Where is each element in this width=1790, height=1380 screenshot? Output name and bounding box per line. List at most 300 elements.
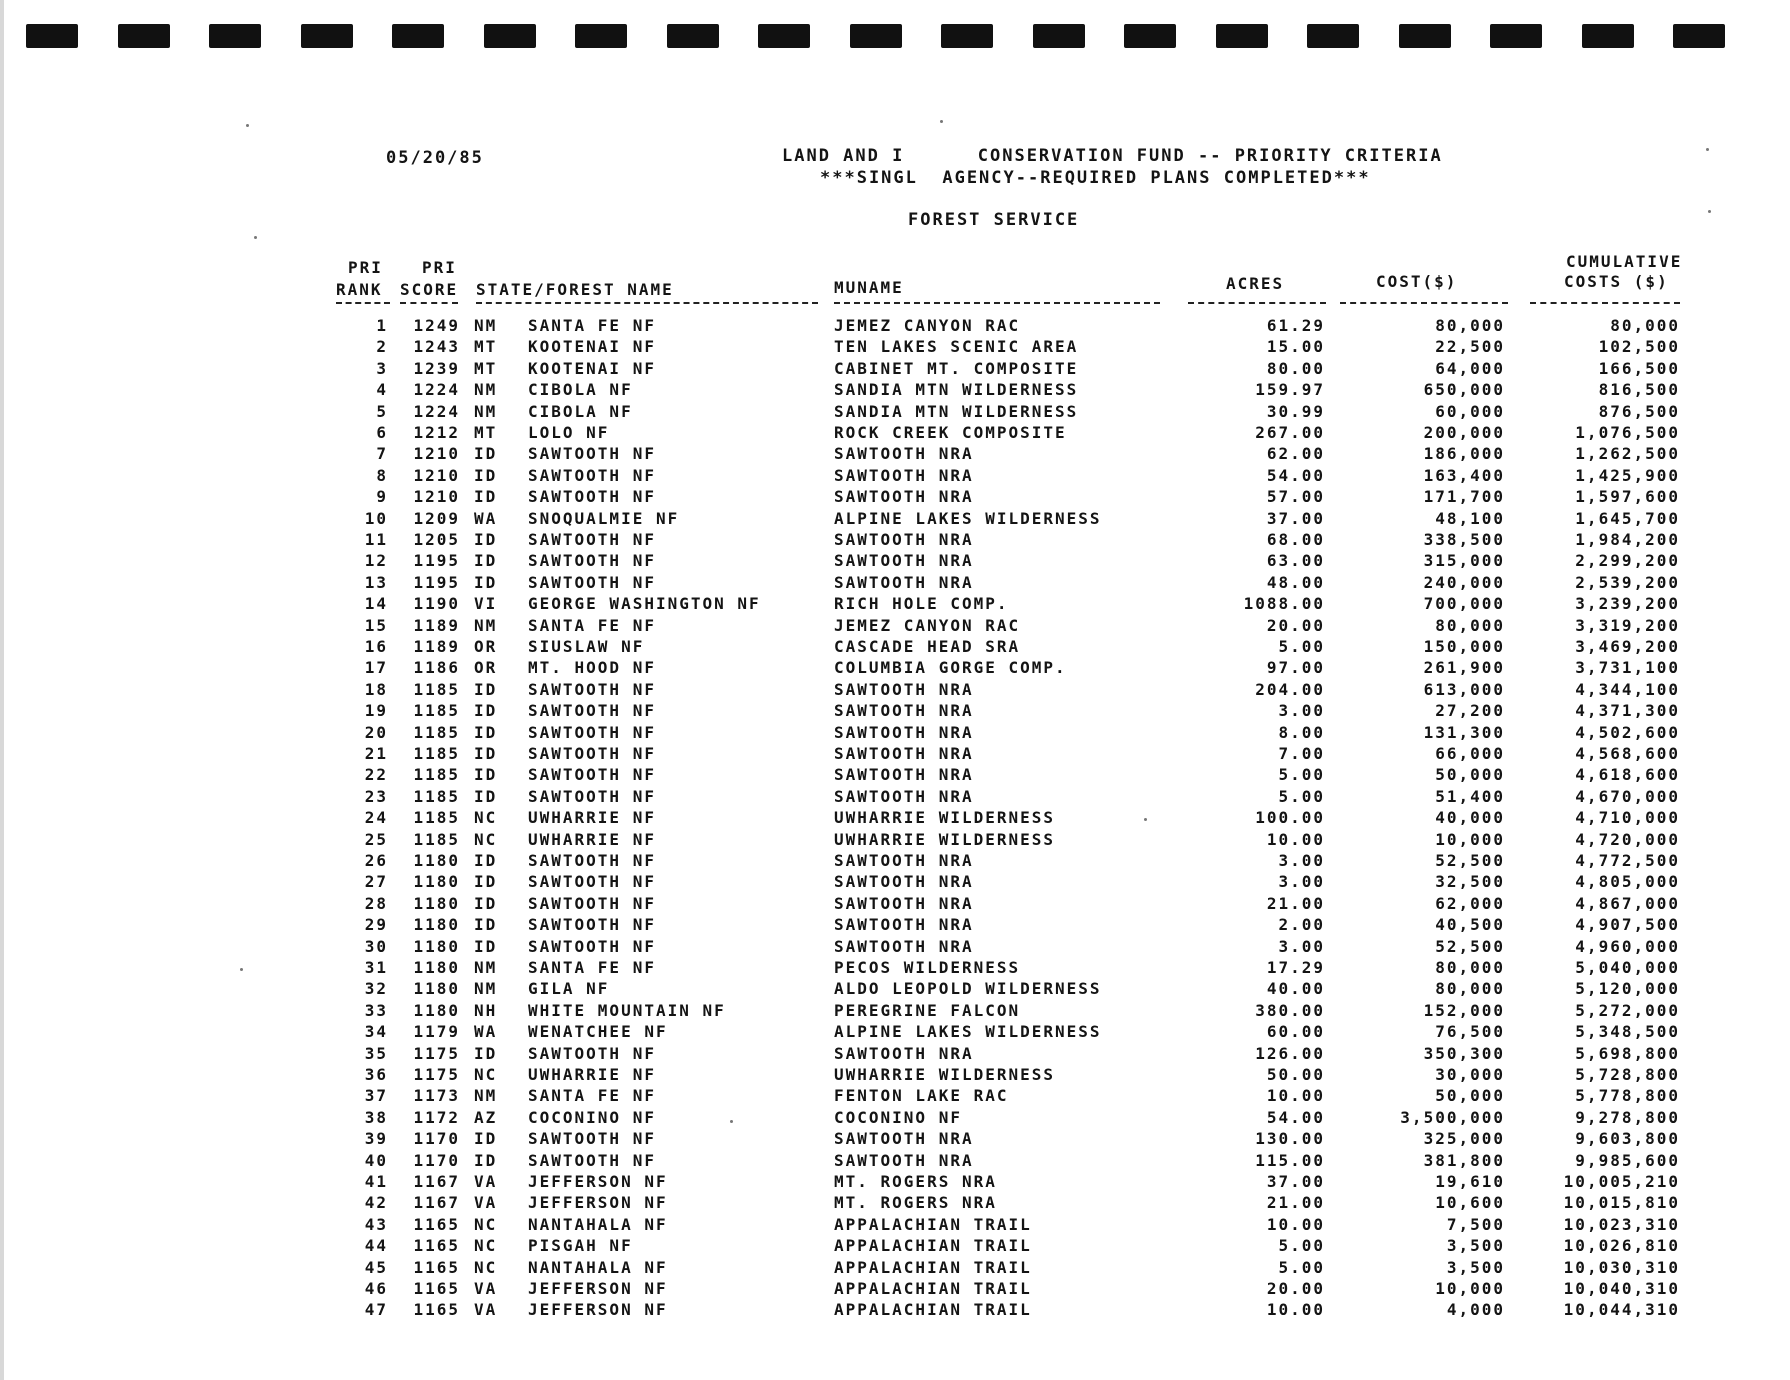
acres-cell: 5.00 [1278,786,1325,806]
rank-cell: 41 [364,1172,388,1191]
rule-cumulative [1530,302,1680,304]
table-row [0,787,1790,808]
cost-cell: 4,000 [1446,1300,1505,1320]
rank-cell: 17 [364,658,388,678]
score-cell: 1186 [413,658,460,678]
forest-name-cell: COCONINO NF [528,1107,656,1127]
cost-cell: 40,000 [1435,808,1505,828]
acres-cell: 7.00 [1278,744,1325,763]
table-row [0,701,1790,722]
acres-cell: 100.00 [1255,808,1325,828]
rank-cell: 15 [364,615,388,635]
muname-cell: SAWTOOTH NRA [834,915,974,935]
score-cell: 1175 [413,1043,460,1063]
acres-cell: 20.00 [1266,1279,1325,1298]
score-cell: 1172 [413,1107,460,1127]
col-score-header: SCORE [400,280,459,299]
cumulative-cost-cell: 9,985,600 [1575,1150,1680,1170]
col-rank-header-top: PRI [348,258,383,277]
rank-cell: 23 [364,786,388,806]
forest-name-cell: WENATCHEE NF [528,1022,668,1042]
table-row [0,573,1790,594]
rank-cell: 1 [376,316,388,335]
score-cell: 1180 [413,872,460,892]
state-cell: ID [474,936,498,956]
rank-cell: 43 [364,1214,388,1234]
forest-name-cell: CIBOLA NF [528,380,633,400]
muname-cell: SAWTOOTH NRA [834,701,974,721]
forest-name-cell: SAWTOOTH NF [528,444,656,464]
col-muname-header: MUNAME [834,278,904,297]
acres-cell: 3.00 [1278,936,1325,956]
muname-cell: SAWTOOTH NRA [834,893,974,913]
muname-cell: SAWTOOTH NRA [834,872,974,892]
cost-cell: 60,000 [1435,401,1505,421]
forest-name-cell: GILA NF [528,979,610,999]
col-acres-header: ACRES [1226,274,1285,293]
cost-cell: 186,000 [1423,444,1505,464]
score-cell: 1195 [413,572,460,592]
table-row [0,765,1790,786]
state-cell: NC [474,1236,498,1256]
cumulative-cost-cell: 1,984,200 [1575,530,1680,549]
state-cell: MT [474,423,498,442]
cumulative-cost-cell: 4,710,000 [1575,808,1680,828]
muname-cell: MT. ROGERS NRA [834,1193,997,1213]
table-row [0,680,1790,701]
forest-name-cell: SAWTOOTH NF [528,701,656,721]
table-row [0,872,1790,893]
rank-cell: 46 [364,1279,388,1298]
rank-cell: 2 [376,337,388,357]
table-row [0,830,1790,851]
muname-cell: APPALACHIAN TRAIL [834,1214,1032,1234]
cost-cell: 3,500 [1446,1236,1505,1256]
table-row [0,723,1790,744]
acres-cell: 63.00 [1266,551,1325,571]
cost-cell: 30,000 [1435,1065,1505,1084]
state-cell: NM [474,615,498,635]
table-row [0,1108,1790,1129]
acres-cell: 5.00 [1278,637,1325,656]
cumulative-cost-cell: 816,500 [1598,380,1680,400]
state-cell: OR [474,637,498,656]
rank-cell: 24 [364,808,388,828]
cumulative-cost-cell: 5,698,800 [1575,1043,1680,1063]
feed-hole [941,24,993,48]
acres-cell: 40.00 [1266,979,1325,999]
table-row [0,1151,1790,1172]
table-row [0,744,1790,765]
feed-hole [1124,24,1176,48]
feed-hole [301,24,353,48]
score-cell: 1165 [413,1236,460,1256]
rank-cell: 38 [364,1107,388,1127]
acres-cell: 8.00 [1278,722,1325,742]
muname-cell: SAWTOOTH NRA [834,551,974,571]
rank-cell: 7 [376,444,388,464]
feed-hole [26,24,78,48]
forest-name-cell: SAWTOOTH NF [528,465,656,485]
cost-cell: 200,000 [1423,423,1505,442]
state-cell: OR [474,658,498,678]
feed-hole [850,24,902,48]
forest-name-cell: SAWTOOTH NF [528,872,656,892]
score-cell: 1224 [413,380,460,400]
table-row [0,1300,1790,1321]
cumulative-cost-cell: 10,023,310 [1563,1214,1680,1234]
table-row [0,637,1790,658]
muname-cell: SAWTOOTH NRA [834,786,974,806]
cost-cell: 10,000 [1435,829,1505,849]
forest-name-cell: SAWTOOTH NF [528,551,656,571]
score-cell: 1210 [413,487,460,507]
rank-cell: 10 [364,508,388,528]
rank-cell: 45 [364,1257,388,1277]
state-cell: ID [474,444,498,464]
table-row [0,530,1790,551]
state-cell: ID [474,915,498,935]
cost-cell: 40,500 [1435,915,1505,935]
state-cell: NC [474,808,498,828]
feed-hole [1490,24,1542,48]
acres-cell: 2.00 [1278,915,1325,935]
state-cell: NM [474,979,498,999]
cost-cell: 163,400 [1423,465,1505,485]
table-row [0,937,1790,958]
forest-name-cell: JEFFERSON NF [528,1279,668,1298]
muname-cell: SANDIA MTN WILDERNESS [834,401,1079,421]
score-cell: 1167 [413,1193,460,1213]
forest-name-cell: SIUSLAW NF [528,637,645,656]
cost-cell: 22,500 [1435,337,1505,357]
rank-cell: 8 [376,465,388,485]
rank-cell: 36 [364,1065,388,1084]
rank-cell: 11 [364,530,388,549]
cost-cell: 52,500 [1435,851,1505,870]
acres-cell: 5.00 [1278,1257,1325,1277]
acres-cell: 10.00 [1266,1214,1325,1234]
muname-cell: APPALACHIAN TRAIL [834,1257,1032,1277]
muname-cell: UWHARRIE WILDERNESS [834,1065,1056,1084]
table-row [0,894,1790,915]
rank-cell: 26 [364,851,388,870]
state-cell: VA [474,1193,498,1213]
scan-speck [940,120,943,123]
cumulative-cost-cell: 4,772,500 [1575,851,1680,870]
forest-name-cell: SAWTOOTH NF [528,679,656,699]
score-cell: 1180 [413,893,460,913]
state-cell: ID [474,1129,498,1149]
rank-cell: 42 [364,1193,388,1213]
cumulative-cost-cell: 10,044,310 [1563,1300,1680,1320]
cost-cell: 315,000 [1423,551,1505,571]
forest-name-cell: JEFFERSON NF [528,1172,668,1191]
muname-cell: APPALACHIAN TRAIL [834,1300,1032,1320]
cost-cell: 50,000 [1435,765,1505,785]
rank-cell: 34 [364,1022,388,1042]
muname-cell: JEMEZ CANYON RAC [834,615,1021,635]
state-cell: ID [474,572,498,592]
cost-cell: 131,300 [1423,722,1505,742]
forest-name-cell: SANTA FE NF [528,1086,656,1106]
feed-hole [392,24,444,48]
muname-cell: ROCK CREEK COMPOSITE [834,423,1067,442]
state-cell: NM [474,958,498,977]
score-cell: 1185 [413,701,460,721]
scan-speck [1708,210,1711,213]
muname-cell: SAWTOOTH NRA [834,722,974,742]
forest-name-cell: UWHARRIE NF [528,808,656,828]
score-cell: 1179 [413,1022,460,1042]
feed-hole [1673,24,1725,48]
cost-cell: 50,000 [1435,1086,1505,1106]
rank-cell: 9 [376,487,388,507]
table-row [0,316,1790,337]
state-cell: ID [474,465,498,485]
forest-name-cell: KOOTENAI NF [528,358,656,378]
score-cell: 1205 [413,530,460,549]
acres-cell: 60.00 [1266,1022,1325,1042]
muname-cell: PEREGRINE FALCON [834,1000,1021,1020]
score-cell: 1185 [413,679,460,699]
cost-cell: 10,000 [1435,1279,1505,1298]
cumulative-cost-cell: 4,867,000 [1575,893,1680,913]
acres-cell: 5.00 [1278,1236,1325,1256]
acres-cell: 57.00 [1266,487,1325,507]
state-cell: NM [474,380,498,400]
state-cell: ID [474,744,498,763]
rule-acres [1188,302,1326,304]
rule-score [400,302,458,304]
score-cell: 1185 [413,808,460,828]
forest-name-cell: MT. HOOD NF [528,658,656,678]
score-cell: 1165 [413,1300,460,1320]
rank-cell: 16 [364,637,388,656]
score-cell: 1165 [413,1279,460,1298]
state-cell: NC [474,1257,498,1277]
score-cell: 1175 [413,1065,460,1084]
forest-name-cell: SANTA FE NF [528,615,656,635]
cumulative-cost-cell: 5,728,800 [1575,1065,1680,1084]
forest-name-cell: SAWTOOTH NF [528,744,656,763]
score-cell: 1180 [413,915,460,935]
cumulative-cost-cell: 3,319,200 [1575,615,1680,635]
rank-cell: 3 [376,358,388,378]
table-row [0,1172,1790,1193]
state-cell: AZ [474,1107,498,1127]
table-row [0,1001,1790,1022]
rank-cell: 28 [364,893,388,913]
muname-cell: SAWTOOTH NRA [834,572,974,592]
acres-cell: 37.00 [1266,1172,1325,1191]
acres-cell: 10.00 [1266,1086,1325,1106]
state-cell: ID [474,851,498,870]
score-cell: 1180 [413,1000,460,1020]
score-cell: 1173 [413,1086,460,1106]
cost-cell: 27,200 [1435,701,1505,721]
forest-name-cell: NANTAHALA NF [528,1257,668,1277]
rank-cell: 30 [364,936,388,956]
state-cell: NC [474,829,498,849]
state-cell: NM [474,401,498,421]
muname-cell: SAWTOOTH NRA [834,765,974,785]
table-row [0,1022,1790,1043]
acres-cell: 3.00 [1278,851,1325,870]
muname-cell: MT. ROGERS NRA [834,1172,997,1191]
rank-cell: 39 [364,1129,388,1149]
muname-cell: SAWTOOTH NRA [834,530,974,549]
scan-speck [1706,148,1709,151]
rank-cell: 18 [364,679,388,699]
agency-name: FOREST SERVICE [908,210,1080,230]
acres-cell: 130.00 [1255,1129,1325,1149]
table-row [0,1215,1790,1236]
score-cell: 1167 [413,1172,460,1191]
acres-cell: 15.00 [1266,337,1325,357]
cumulative-cost-cell: 4,805,000 [1575,872,1680,892]
cost-cell: 700,000 [1423,594,1505,614]
forest-name-cell: SAWTOOTH NF [528,530,656,549]
state-cell: ID [474,1150,498,1170]
cumulative-cost-cell: 80,000 [1610,316,1680,335]
forest-name-cell: SAWTOOTH NF [528,1150,656,1170]
forest-name-cell: SAWTOOTH NF [528,765,656,785]
acres-cell: 97.00 [1266,658,1325,678]
cumulative-cost-cell: 166,500 [1598,358,1680,378]
state-cell: VI [474,594,498,614]
cost-cell: 350,300 [1423,1043,1505,1063]
muname-cell: SAWTOOTH NRA [834,444,974,464]
cumulative-cost-cell: 4,371,300 [1575,701,1680,721]
forest-name-cell: SNOQUALMIE NF [528,508,680,528]
score-cell: 1165 [413,1257,460,1277]
tractor-feed-strip [26,24,1766,50]
score-cell: 1185 [413,829,460,849]
cumulative-cost-cell: 2,299,200 [1575,551,1680,571]
score-cell: 1239 [413,358,460,378]
state-cell: ID [474,487,498,507]
rank-cell: 12 [364,551,388,571]
report-subtitle: ***SINGL AGENCY--REQUIRED PLANS COMPLETED*** [820,168,1371,188]
cumulative-cost-cell: 1,425,900 [1575,465,1680,485]
acres-cell: 68.00 [1266,530,1325,549]
acres-cell: 17.29 [1266,958,1325,977]
forest-name-cell: SAWTOOTH NF [528,1043,656,1063]
score-cell: 1170 [413,1150,460,1170]
state-cell: WA [474,1022,498,1042]
state-cell: VA [474,1300,498,1320]
rank-cell: 25 [364,829,388,849]
rank-cell: 19 [364,701,388,721]
cost-cell: 62,000 [1435,893,1505,913]
forest-name-cell: SAWTOOTH NF [528,851,656,870]
score-cell: 1249 [413,316,460,335]
feed-hole [758,24,810,48]
rule-rank [336,302,390,304]
acres-cell: 20.00 [1266,615,1325,635]
forest-name-cell: KOOTENAI NF [528,337,656,357]
rank-cell: 32 [364,979,388,999]
state-cell: ID [474,786,498,806]
table-row [0,1065,1790,1086]
cost-cell: 80,000 [1435,979,1505,999]
muname-cell: APPALACHIAN TRAIL [834,1279,1032,1298]
cumulative-cost-cell: 4,344,100 [1575,679,1680,699]
rank-cell: 4 [376,380,388,400]
state-cell: ID [474,765,498,785]
acres-cell: 3.00 [1278,701,1325,721]
state-cell: NC [474,1065,498,1084]
score-cell: 1180 [413,958,460,977]
acres-cell: 80.00 [1266,358,1325,378]
score-cell: 1180 [413,979,460,999]
cumulative-cost-cell: 4,568,600 [1575,744,1680,763]
state-cell: ID [474,1043,498,1063]
cost-cell: 76,500 [1435,1022,1505,1042]
table-row [0,594,1790,615]
forest-name-cell: UWHARRIE NF [528,1065,656,1084]
forest-name-cell: SAWTOOTH NF [528,572,656,592]
muname-cell: SAWTOOTH NRA [834,487,974,507]
forest-name-cell: CIBOLA NF [528,401,633,421]
cost-cell: 650,000 [1423,380,1505,400]
cumulative-cost-cell: 4,502,600 [1575,722,1680,742]
acres-cell: 21.00 [1266,1193,1325,1213]
cumulative-cost-cell: 5,040,000 [1575,958,1680,977]
score-cell: 1180 [413,936,460,956]
cumulative-cost-cell: 4,720,000 [1575,829,1680,849]
table-row [0,616,1790,637]
cumulative-cost-cell: 4,670,000 [1575,786,1680,806]
forest-name-cell: JEFFERSON NF [528,1300,668,1320]
rank-cell: 31 [364,958,388,977]
rank-cell: 14 [364,594,388,614]
state-cell: MT [474,358,498,378]
muname-cell: SAWTOOTH NRA [834,1129,974,1149]
col-score-header-top: PRI [422,258,457,277]
cost-cell: 52,500 [1435,936,1505,956]
table-row [0,915,1790,936]
state-cell: NM [474,1086,498,1106]
table-row [0,359,1790,380]
muname-cell: SAWTOOTH NRA [834,1043,974,1063]
col-rank-header: RANK [336,280,383,299]
rank-cell: 47 [364,1300,388,1320]
table-row [0,466,1790,487]
muname-cell: CASCADE HEAD SRA [834,637,1021,656]
state-cell: NH [474,1000,498,1020]
table-row [0,1193,1790,1214]
table-row [0,979,1790,1000]
table-row [0,958,1790,979]
feed-hole [1582,24,1634,48]
state-cell: WA [474,508,498,528]
muname-cell: ALPINE LAKES WILDERNESS [834,1022,1102,1042]
feed-hole [1399,24,1451,48]
rank-cell: 40 [364,1150,388,1170]
muname-cell: COCONINO NF [834,1107,962,1127]
col-state-forest-header: STATE/FOREST NAME [476,280,674,299]
state-cell: ID [474,701,498,721]
muname-cell: SAWTOOTH NRA [834,679,974,699]
score-cell: 1189 [413,615,460,635]
forest-name-cell: UWHARRIE NF [528,829,656,849]
score-cell: 1210 [413,465,460,485]
scan-speck [254,236,257,239]
acres-cell: 115.00 [1255,1150,1325,1170]
cost-cell: 3,500 [1446,1257,1505,1277]
